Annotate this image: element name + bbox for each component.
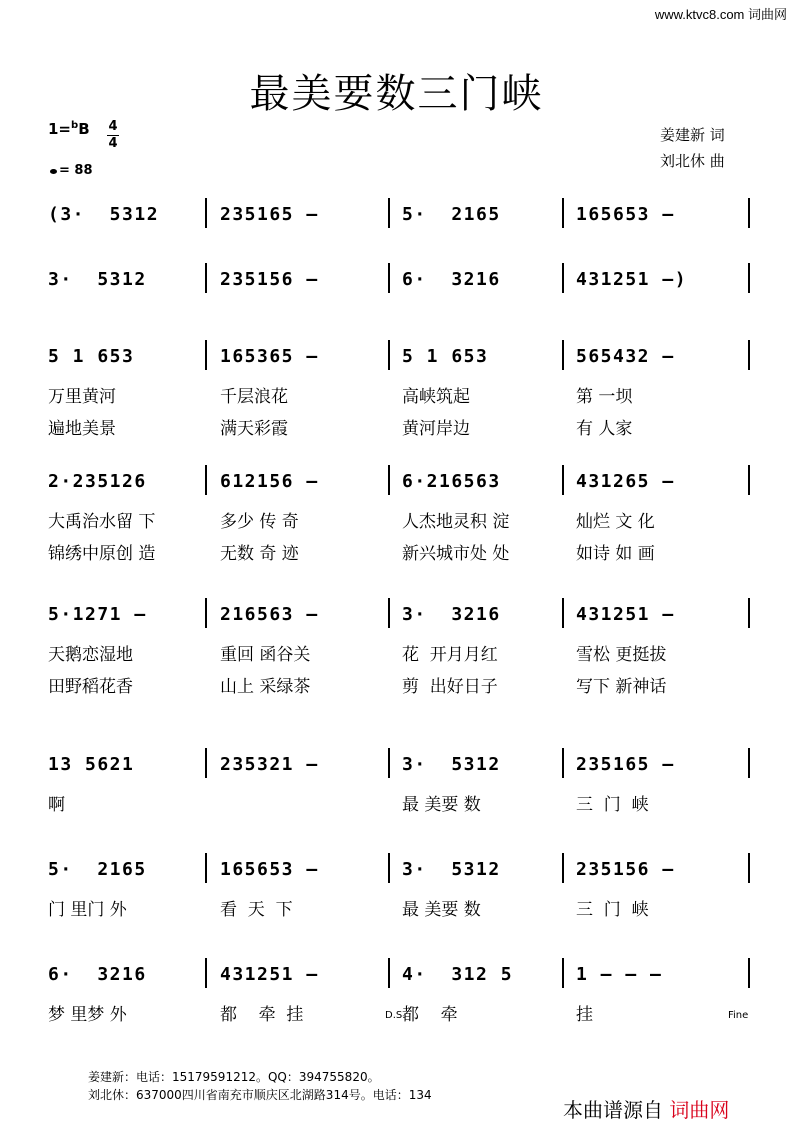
ds-marking: D.S. xyxy=(385,1010,406,1021)
measure: 5·1271 – xyxy=(48,604,147,625)
composer: 刘北休 曲 xyxy=(660,152,725,170)
lyric-2: 写下 新神话 xyxy=(576,677,667,697)
footer-contact: 姜建新：电话：15179591212。QQ：394755820。 刘北休：637000四川省南充市顺庆区北湖路314号。电话：134 xyxy=(88,1070,432,1102)
lyricist: 姜建新 词 xyxy=(660,126,725,144)
measure: 1 – – – xyxy=(576,964,663,985)
bar-line xyxy=(562,465,564,495)
bar-line xyxy=(562,748,564,778)
lyric-1: 看 天 下 xyxy=(220,900,293,920)
key-signature: 1=$^b$B xyxy=(48,120,90,138)
bar-line xyxy=(562,958,564,988)
measure: 612156 – xyxy=(220,471,319,492)
lyric-2: 新兴城市处 处 xyxy=(402,544,510,564)
fine-marking: Fine xyxy=(728,1010,749,1021)
tempo-marking: = 88 xyxy=(50,163,93,178)
bar-line xyxy=(388,598,390,628)
measure: 2·235126 xyxy=(48,471,147,492)
bar-line xyxy=(748,853,750,883)
bar-line xyxy=(562,340,564,370)
lyric-1: 重回 函谷关 xyxy=(220,645,311,665)
lyric-1: 最 美要 数 xyxy=(402,900,481,920)
lyric-2: 如诗 如 画 xyxy=(576,544,655,564)
measure: 3· 5312 xyxy=(402,859,501,880)
bar-line xyxy=(388,748,390,778)
score-line xyxy=(0,853,793,920)
lyric-1: 挂 xyxy=(576,1005,593,1025)
lyric-2: 无数 奇 迹 xyxy=(220,544,299,564)
bar-line xyxy=(748,340,750,370)
lyric-1: 三 门 峡 xyxy=(576,795,649,815)
bar-line xyxy=(748,198,750,228)
bar-line xyxy=(205,958,207,988)
bar-line xyxy=(562,198,564,228)
measure: 235156 – xyxy=(576,859,675,880)
bar-line xyxy=(205,465,207,495)
lyric-2: 剪 出好日子 xyxy=(402,677,498,697)
measure: 5· 2165 xyxy=(402,204,501,225)
lyric-2: 锦绣中原创 造 xyxy=(48,544,156,564)
score-line xyxy=(0,465,793,564)
measure: 13 5621 xyxy=(48,754,135,775)
bar-line xyxy=(388,465,390,495)
bar-line xyxy=(205,340,207,370)
lyric-1: 雪松 更挺拔 xyxy=(576,645,667,665)
measure: 431251 – xyxy=(576,604,675,625)
measure: 235156 – xyxy=(220,269,319,290)
bar-line xyxy=(388,340,390,370)
lyric-1: 第 一坝 xyxy=(576,387,633,407)
bar-line xyxy=(748,465,750,495)
watermark: www.ktvc8.com 词曲网 xyxy=(654,7,787,22)
score-line xyxy=(0,198,793,232)
lyric-1: 多少 传 奇 xyxy=(220,512,299,532)
lyric-2: 山上 采绿茶 xyxy=(220,677,311,697)
lyric-2: 有 人家 xyxy=(576,419,633,439)
bar-line xyxy=(748,263,750,293)
lyric-1: 门 里门 外 xyxy=(48,900,127,920)
bar-line xyxy=(748,748,750,778)
measure: 431251 –) xyxy=(576,269,688,290)
lyric-1: 花 开月月红 xyxy=(402,645,498,665)
measure: 165365 – xyxy=(220,346,319,367)
lyric-2: 满天彩霞 xyxy=(220,419,288,439)
bar-line xyxy=(562,853,564,883)
bar-line xyxy=(748,598,750,628)
brand-name: 词曲网 xyxy=(669,1098,730,1122)
measure: 3· 3216 xyxy=(402,604,501,625)
score-line xyxy=(0,958,793,1025)
score-line xyxy=(0,748,793,815)
measure: 565432 – xyxy=(576,346,675,367)
measure: 165653 – xyxy=(220,859,319,880)
credits xyxy=(660,122,725,174)
measure: 5 1 653 xyxy=(402,346,489,367)
lyric-1: 千层浪花 xyxy=(220,387,288,407)
lyric-1: 灿烂 文 化 xyxy=(576,512,655,532)
measure: 216563 – xyxy=(220,604,319,625)
bar-line xyxy=(388,263,390,293)
score-line xyxy=(0,263,793,297)
lyric-1: 都 牵 挂 xyxy=(220,1005,304,1025)
bar-line xyxy=(388,958,390,988)
measure: 6· 3216 xyxy=(48,964,147,985)
bar-line xyxy=(388,853,390,883)
quarter-note-icon xyxy=(50,169,57,174)
lyric-1: 人杰地灵积 淀 xyxy=(402,512,510,532)
lyric-1: 大禹治水留 下 xyxy=(48,512,156,532)
measure: 431265 – xyxy=(576,471,675,492)
lyric-2: 田野稻花香 xyxy=(48,677,133,697)
score-line xyxy=(0,340,793,439)
bar-line xyxy=(388,198,390,228)
measure: 5· 2165 xyxy=(48,859,147,880)
lyric-1: 三 门 峡 xyxy=(576,900,649,920)
lyric-1: 最 美要 数 xyxy=(402,795,481,815)
song-title: 最美要数三门峡 xyxy=(249,71,544,117)
measure: 235321 – xyxy=(220,754,319,775)
lyric-1: 梦 里梦 外 xyxy=(48,1005,127,1025)
lyric-1: 高峡筑起 xyxy=(402,387,470,407)
bar-line xyxy=(205,263,207,293)
bar-line xyxy=(205,748,207,778)
measure: 6· 3216 xyxy=(402,269,501,290)
lyric-1: 都 牵 xyxy=(402,1005,458,1025)
measure: 3· 5312 xyxy=(48,269,147,290)
source-label: 本曲谱源自 词曲网 xyxy=(563,1098,730,1122)
bar-line xyxy=(748,958,750,988)
lyric-1: 天鹅恋湿地 xyxy=(48,645,133,665)
lyric-2: 黄河岸边 xyxy=(402,419,470,439)
lyric-1: 万里黄河 xyxy=(48,387,116,407)
bar-line xyxy=(562,598,564,628)
measure: 235165 – xyxy=(220,204,319,225)
time-signature: 4 4 xyxy=(108,119,118,151)
bar-line xyxy=(205,853,207,883)
measure: 3· 5312 xyxy=(402,754,501,775)
measure: 4· 312 5 xyxy=(402,964,514,985)
lyric-1: 啊 xyxy=(48,795,65,815)
bar-line xyxy=(205,198,207,228)
measure: 431251 – xyxy=(220,964,319,985)
measure: 5 1 653 xyxy=(48,346,135,367)
lyric-2: 遍地美景 xyxy=(48,419,116,439)
bar-line xyxy=(562,263,564,293)
measure: 165653 – xyxy=(576,204,675,225)
measure: 6·216563 xyxy=(402,471,501,492)
measure: 235165 – xyxy=(576,754,675,775)
measure: (3· 5312 xyxy=(48,204,160,225)
score-line xyxy=(0,598,793,697)
bar-line xyxy=(205,598,207,628)
